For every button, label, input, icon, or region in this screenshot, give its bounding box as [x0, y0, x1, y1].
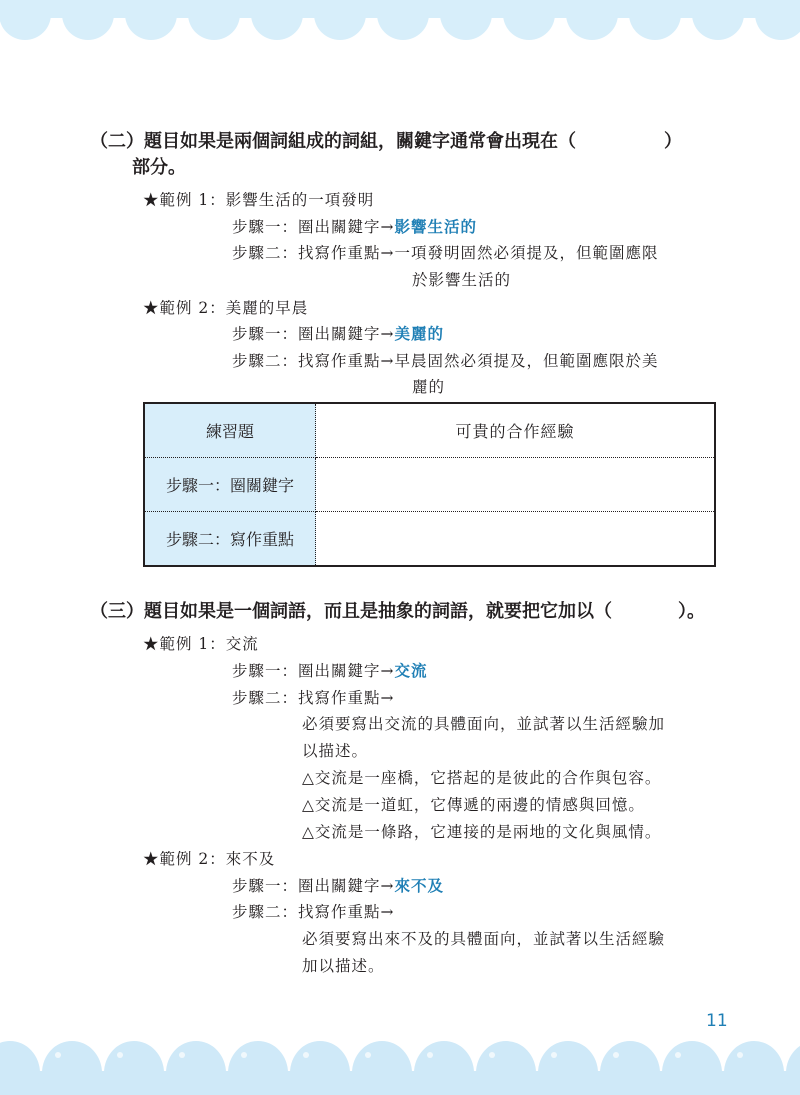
step2-line: 步驟二：找寫作重點→: [232, 903, 395, 921]
example-header: ★範例 1：影響生活的一項發明: [143, 191, 375, 209]
section2-title-line2: 部分。: [132, 157, 186, 178]
description-line: 以描述。: [302, 742, 369, 760]
practice-table: [143, 402, 716, 567]
section3-title: [90, 597, 705, 623]
step1-prefix: 步驟一：圈出關鍵字→: [232, 662, 395, 680]
example-header: ★範例 2：來不及: [143, 850, 276, 868]
step1-label: 步驟一：圈關鍵字: [144, 458, 316, 512]
bullet-item: △交流是一條路，它連接的是兩地的文化與風情。: [302, 823, 662, 841]
section2-title: [90, 127, 682, 153]
step2-label: 步驟二：寫作重點: [144, 512, 316, 567]
top-wave-decoration: [0, 0, 800, 42]
bullet-item: △交流是一座橋，它搭起的是彼此的合作與包容。: [302, 769, 662, 787]
step2-line: 步驟二：找寫作重點→: [232, 689, 395, 707]
step1-prefix: 步驟一：圈出關鍵字→: [232, 218, 395, 236]
step2-line-continued: 麗的: [412, 378, 446, 396]
description-line: 必須要寫出交流的具體面向，並試著以生活經驗加: [302, 715, 666, 733]
step2-line: 步驟二：找寫作重點→一項發明固然必須提及，但範圍應限: [232, 244, 659, 262]
step2-answer-cell[interactable]: [316, 512, 716, 567]
table-row: [144, 512, 715, 567]
keyword: 美麗的: [394, 325, 445, 343]
bottom-wave-decoration: [0, 1037, 800, 1095]
description-line: 必須要寫出來不及的具體面向，並試著以生活經驗: [302, 930, 666, 948]
section2-title-start: （二）題目如果是兩個詞組成的詞組，關鍵字通常會出現在（: [90, 131, 576, 152]
step1-answer-cell[interactable]: [316, 458, 716, 512]
table-row: [144, 403, 715, 458]
example-header: ★範例 2：美麗的早晨: [143, 299, 309, 317]
keyword: 交流: [394, 662, 428, 680]
step1-line: [232, 874, 444, 896]
step1-line: [232, 215, 477, 237]
section3-title-end: ）。: [678, 601, 705, 622]
section2-title-end: ）: [664, 131, 682, 152]
bullet-item: △交流是一道虹，它傳遞的兩邊的情感與回憶。: [302, 796, 645, 814]
example-header: ★範例 1：交流: [143, 635, 259, 653]
practice-topic: 可貴的合作經驗: [316, 403, 716, 458]
step1-prefix: 步驟一：圈出關鍵字→: [232, 877, 395, 895]
practice-label: 練習題: [144, 403, 316, 458]
step2-line-continued: 於影響生活的: [412, 271, 512, 289]
keyword: 影響生活的: [394, 218, 478, 236]
section3-title-start: （三）題目如果是一個詞語，而且是抽象的詞語，就要把它加以（: [90, 601, 612, 622]
table-row: [144, 458, 715, 512]
step1-line: [232, 322, 444, 344]
step1-line: [232, 659, 428, 681]
page-number: 11: [706, 1011, 728, 1031]
step2-line: 步驟二：找寫作重點→早晨固然必須提及，但範圍應限於美: [232, 352, 659, 370]
description-line: 加以描述。: [302, 957, 385, 975]
step1-prefix: 步驟一：圈出關鍵字→: [232, 325, 395, 343]
keyword: 來不及: [394, 877, 445, 895]
